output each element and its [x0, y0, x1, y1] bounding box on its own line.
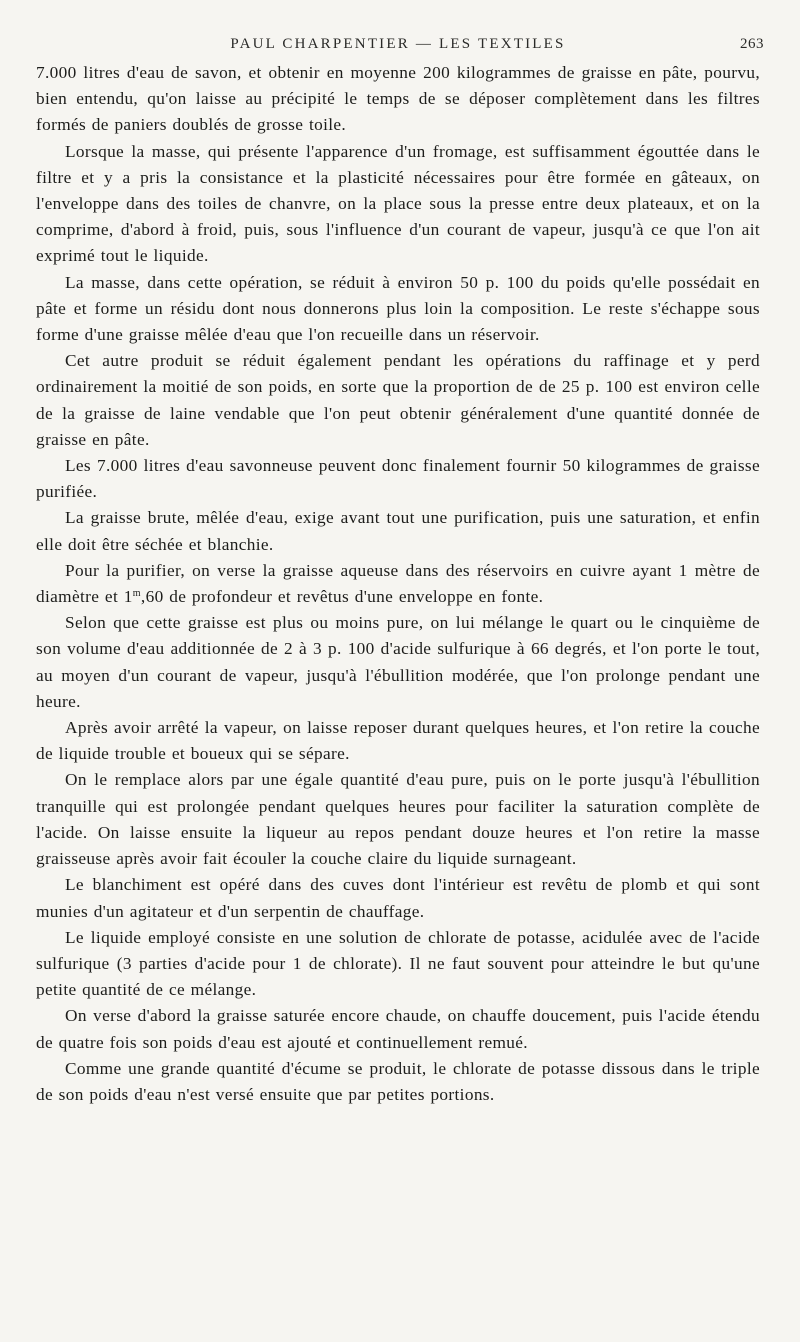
paragraph-3: La masse, dans cette opération, se réduit à environ 50 p. 100 du poids qu'elle possédait en pâte et forme un résidu dont nous donnerons plus loin la composition. Le reste s'échappe sous forme d'une graisse mêlée d'eau que l'on recueille dans un réservoir. — [36, 272, 760, 345]
paragraph-5: Les 7.000 litres d'eau savonneuse peuvent donc finalement fournir 50 kilogrammes de graisse purifiée. — [36, 456, 760, 502]
paragraph-14: Comme une grande quantité d'écume se produit, le chlorate de potasse dissous dans le triple de son poids d'eau n'est versé ensuite que par petites portions. — [36, 1058, 760, 1104]
paragraph-8: Selon que cette graisse est plus ou moins pure, on lui mélange le quart ou le cinquième de son volume d'eau additionnée de 2 à 3 p. 100 d'acide sulfurique à 66 degrés, et l'on porte le tout, au moyen d'un courant de vapeur, jusqu'à l'ébullition modérée, que l'on prolonge pendant une heure. — [36, 613, 760, 711]
unit-superscript: m — [132, 588, 141, 600]
paragraph-2: Lorsque la masse, qui présente l'apparence d'un fromage, est suffisamment égouttée dans le filtre et y a pris la consistance et la plasticité nécessaires pour être formée en gâteaux, on l'enveloppe dans des toiles de chanvre, on la place sous la presse entre deux plateaux, et on la comprime, d'abord à froid, puis, sous l'influence d'un courant de vapeur, jusqu'à ce que l'on ait exprimé tout le liquide. — [36, 141, 760, 266]
paragraph-7-part-1: Pour la purifier, on verse la graisse aqueuse dans des réservoirs en cuivre ayant 1 mètre de diamètre et 1 — [36, 560, 760, 607]
paragraph-7 — [36, 558, 760, 610]
paragraph-6: La graisse brute, mêlée d'eau, exige avant tout une purification, puis une saturation, et enfin elle doit être séchée et blanchie. — [36, 508, 760, 554]
running-header — [36, 36, 764, 60]
paragraph-4: Cet autre produit se réduit également pendant les opérations du raffinage et y perd ordinairement la moitié de son poids, en sorte que la proportion de de 25 p. 100 est environ celle de la graisse de laine vendable que l'on peut obtenir généralement d'une quantité donnée de graisse en pâte. — [36, 351, 760, 449]
body-text — [36, 60, 760, 1108]
running-title: PAUL CHARPENTIER — LES TEXTILES — [230, 36, 566, 52]
paragraph-13: On verse d'abord la graisse saturée encore chaude, on chauffe doucement, puis l'acide étendu de quatre fois son poids d'eau est ajouté et continuellement remué. — [36, 1006, 760, 1052]
paragraph-11: Le blanchiment est opéré dans des cuves dont l'intérieur est revêtu de plomb et qui sont munies d'un agitateur et d'un serpentin de chauffage. — [36, 875, 760, 921]
paragraph-7-part-2: ,60 de profondeur et revêtus d'une enveloppe en fonte. — [140, 587, 544, 607]
paragraph-9: Après avoir arrêté la vapeur, on laisse reposer durant quelques heures, et l'on retire la couche de liquide trouble et boueux qui se sépare. — [36, 718, 760, 764]
paragraph-1: 7.000 litres d'eau de savon, et obtenir en moyenne 200 kilogrammes de graisse en pâte, pourvu, bien entendu, qu'on laisse au précipité le temps de se déposer complètement dans les filtres formés de paniers doublés de grosse toile. — [36, 63, 760, 135]
paragraph-12: Le liquide employé consiste en une solution de chlorate de potasse, acidulée avec de l'acide sulfurique (3 parties d'acide pour 1 de chlorate). Il ne faut souvent pour atteindre le but qu'une petite quantité de ce mélange. — [36, 927, 760, 1000]
paragraph-10: On le remplace alors par une égale quantité d'eau pure, puis on le porte jusqu'à l'ébullition tranquille qui est prolongée pendant quelques heures pour faciliter la saturation complète de l'acide. On laisse ensuite la liqueur au repos pendant douze heures et l'on retire la masse graisseuse après avoir fait écouler la couche claire du liquide surnageant. — [36, 770, 760, 869]
page-number: 263 — [740, 36, 764, 52]
